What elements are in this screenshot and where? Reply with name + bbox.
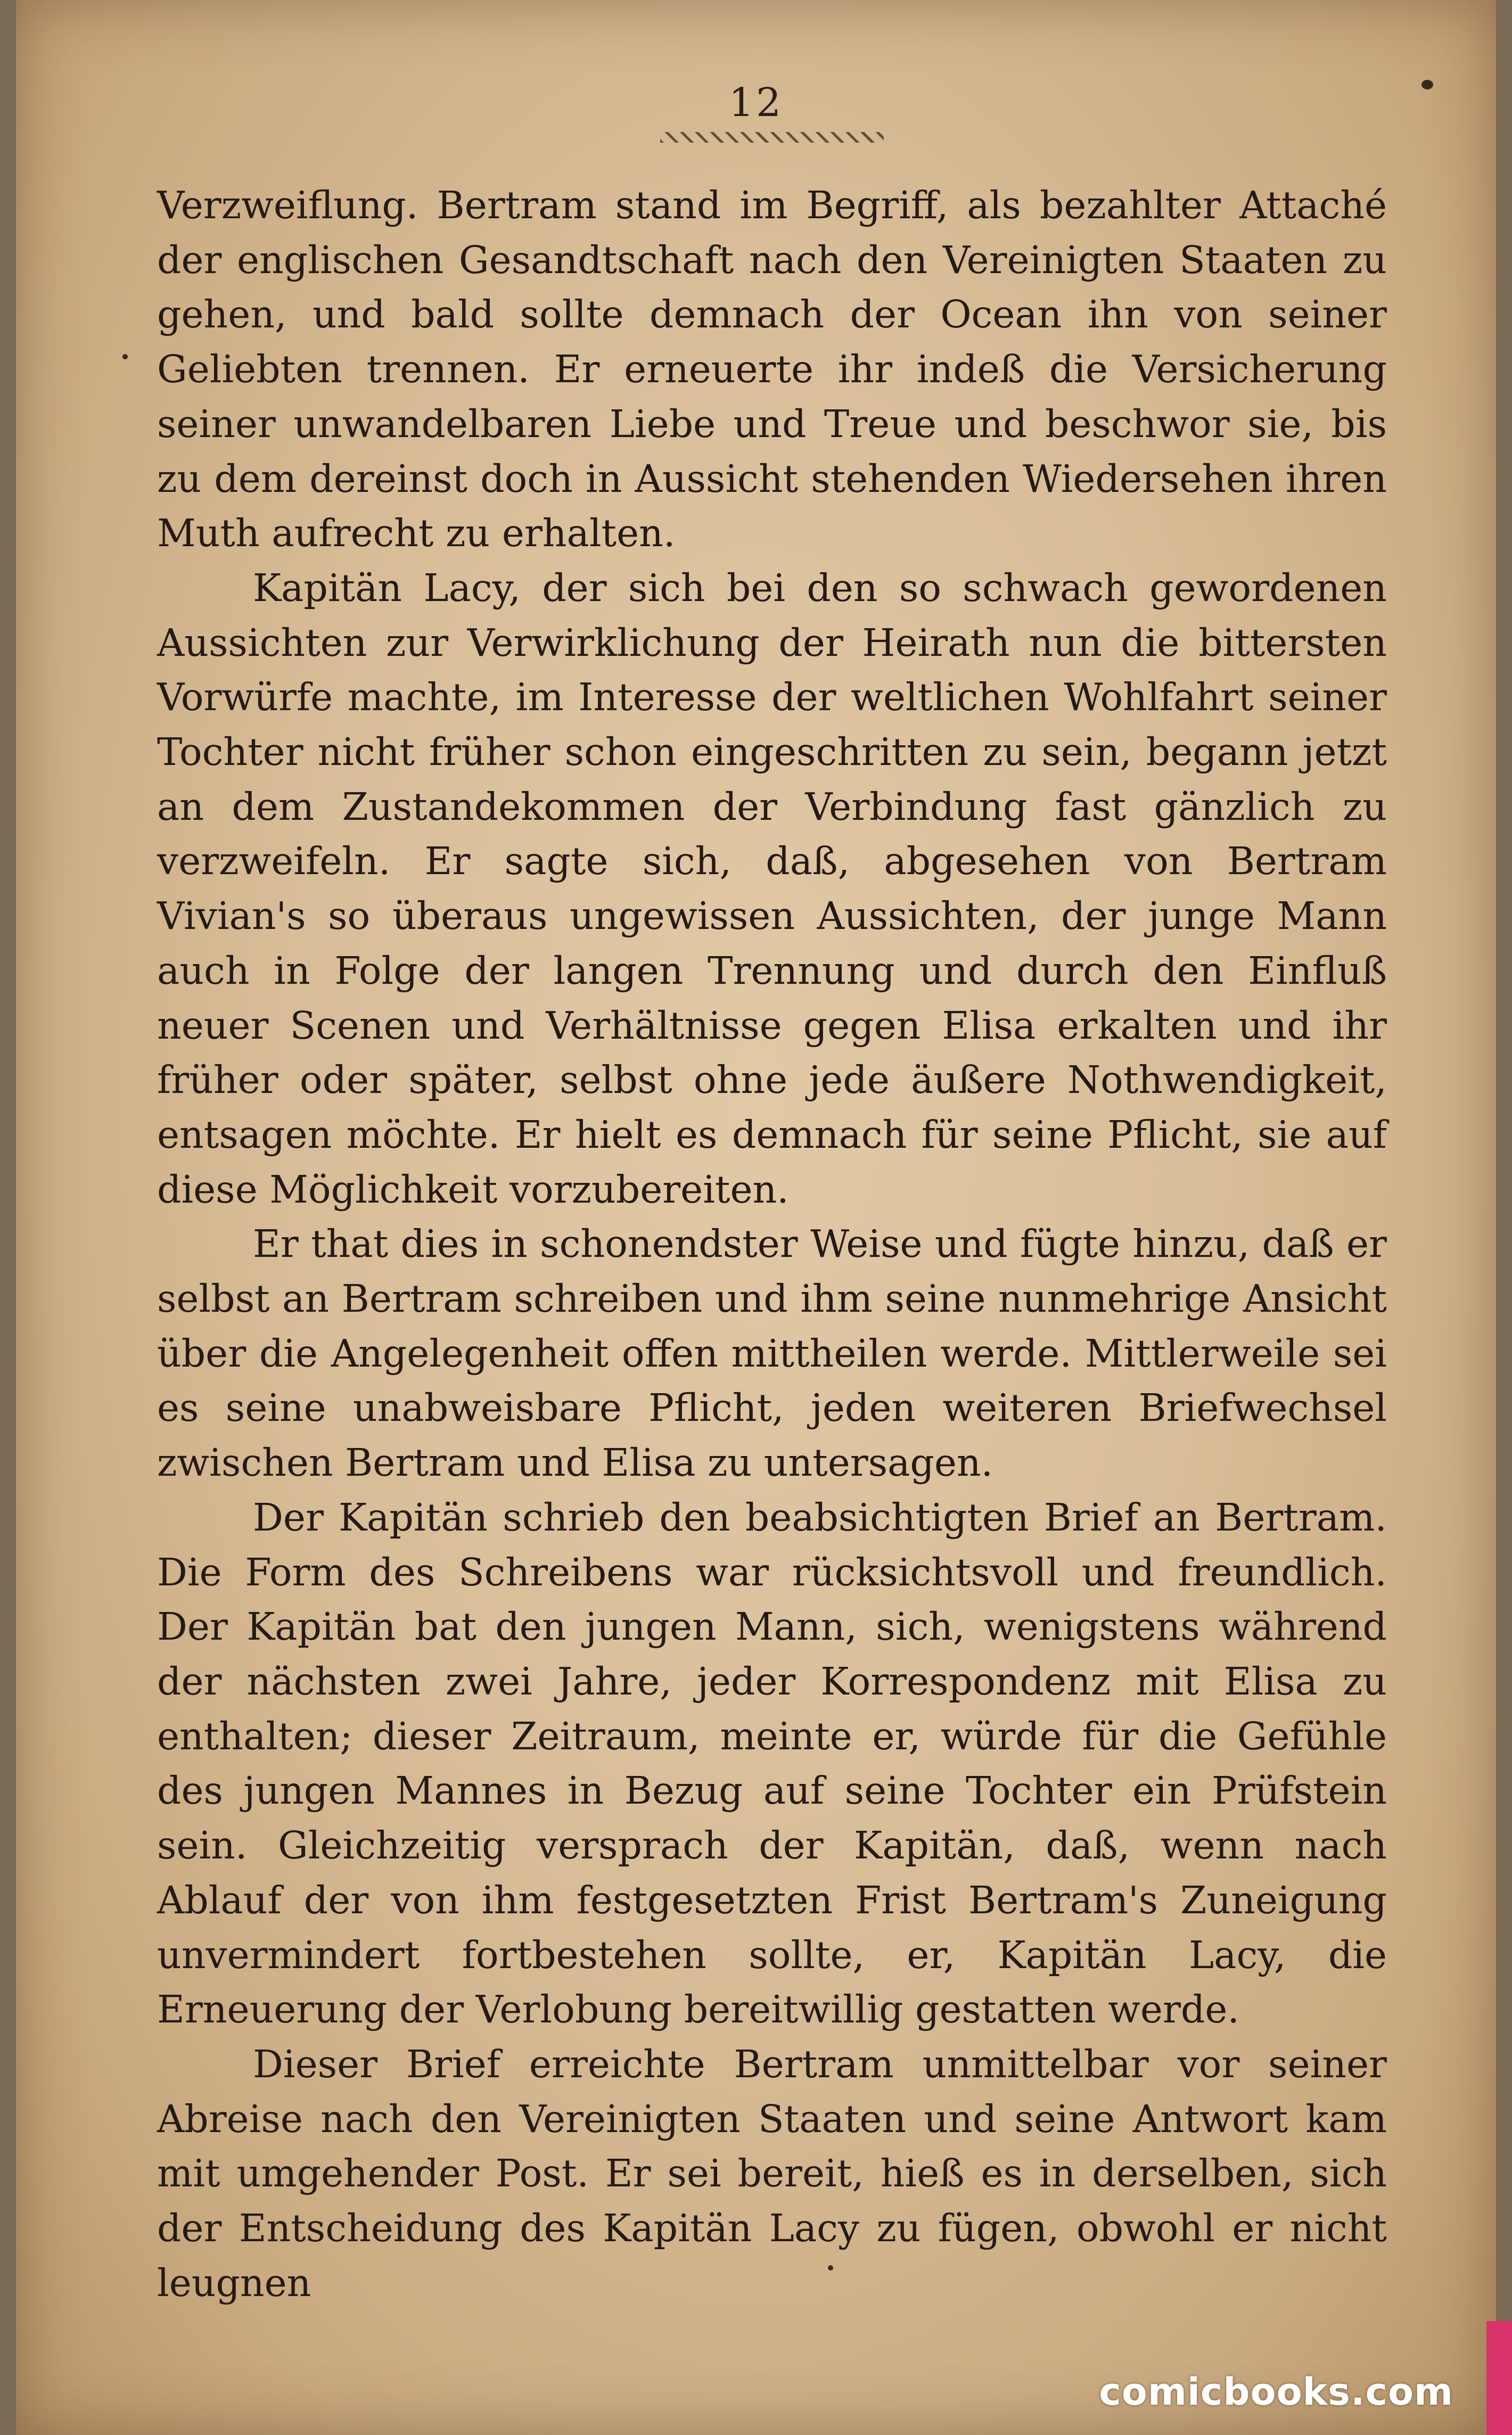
paper-speck xyxy=(1421,80,1433,89)
edge-mark xyxy=(1486,2321,1512,2435)
paper-speck xyxy=(828,2265,833,2271)
book-page xyxy=(16,0,1496,2435)
page-number: 12 xyxy=(728,80,784,126)
watermark-logo: comicbooks.com xyxy=(1099,2370,1453,2414)
paper-speck xyxy=(122,354,128,359)
body-text xyxy=(157,178,1387,2310)
paragraph: Der Kapitän schrieb den beabsichtigten Brief an Bertram. Die Form des Schreibens war rücksichtsvoll und freundlich. Der Kapitän bat den jungen Mann, sich, wenigstens während der nächsten zwei Jahre, jeder Korrespondenz mit Elisa zu enthalten; dieser Zeitraum, meinte er, würde für die Gefühle des jungen Mannes in Bezug auf seine Tochter ein Prüfstein sein. Gleichzeitig versprach der Kapitän, daß, wenn nach Ablauf der von ihm festgesetzten Frist Bertram's Zuneigung unvermindert fortbestehen sollte, er, Kapitän Lacy, die Erneuerung der Verlobung bereitwillig gestatten werde. xyxy=(157,1495,1387,2032)
paragraph: Kapitän Lacy, der sich bei den so schwach gewordenen Aussichten zur Verwirklichung der Heirath nun die bittersten Vorwürfe machte, im Interesse der weltlichen Wohlfahrt seiner Tochter nicht früher schon eingeschritten zu sein, begann jetzt an dem Zustandekommen der Verbindung fast gänzlich zu verzweifeln. Er sagte sich, daß, abgesehen von Bertram Vivian's so überaus ungewissen Aussichten, der junge Mann auch in Folge der langen Trennung und durch den Einfluß neuer Scenen und Verhältnisse gegen Elisa erkalten und ihr früher oder später, selbst ohne jede äußere Nothwendigkeit, entsagen möchte. Er hielt es demnach für seine Pflicht, sie auf diese Möglichkeit vorzubereiten. xyxy=(157,565,1387,1212)
paragraph: Dieser Brief erreichte Bertram unmittelbar vor seiner Abreise nach den Vereinigten Staaten und seine Antwort kam mit umgehender Post. Er sei bereit, hieß es in derselben, sich der Entscheidung des Kapitän Lacy zu fügen, obwohl er nicht leugnen xyxy=(157,2042,1387,2305)
paragraph: Verzweiflung. Bertram stand im Begriff, als bezahlter Attaché der englischen Gesandtschaft nach den Vereinigten Staaten zu gehen, und bald sollte demnach der Ocean ihn von seiner Geliebten trennen. Er erneuerte ihr indeß die Versicherung seiner unwandelbaren Liebe und Treue und beschwor sie, bis zu dem dereinst doch in Aussicht stehenden Wiedersehen ihren Muth aufrecht zu erhalten. xyxy=(157,183,1387,556)
paragraph: Er that dies in schonendster Weise und fügte hinzu, daß er selbst an Bertram schreiben und ihm seine nunmehrige Ansicht über die Angelegenheit offen mittheilen werde. Mittlerweile sei es seine unabweisbare Pflicht, jeden weiteren Briefwechsel zwischen Bertram und Elisa zu untersagen. xyxy=(157,1222,1387,1485)
page-number-ornament xyxy=(660,132,884,143)
